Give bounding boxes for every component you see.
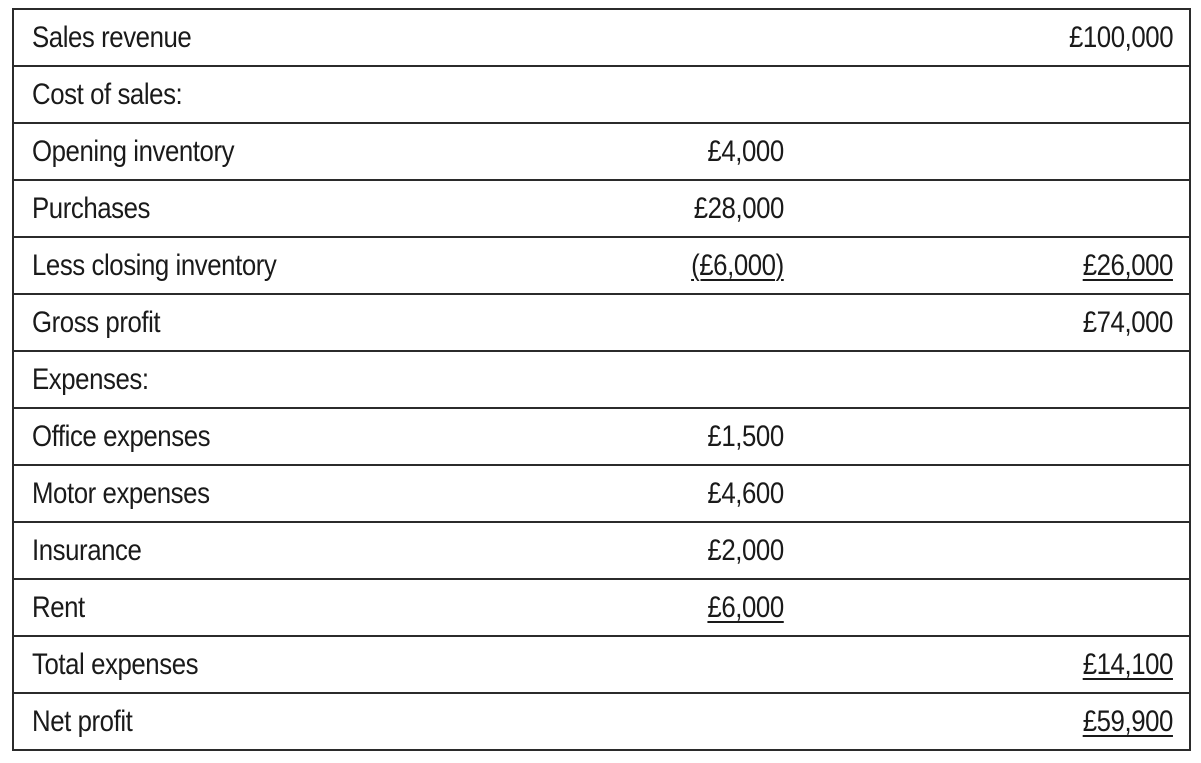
mid-column-value	[574, 21, 784, 55]
row-label-text: Cost of sales:	[32, 77, 183, 111]
mid-column-value	[574, 78, 784, 112]
table-row-sales-revenue	[14, 10, 1189, 65]
row-label	[14, 363, 574, 397]
mid-column-value	[574, 534, 784, 568]
right-column-text: £74,000	[1082, 305, 1173, 339]
right-column-text: £26,000	[1082, 248, 1173, 282]
row-label-text: Office expenses	[32, 419, 211, 453]
table-row-gross-profit	[14, 293, 1189, 350]
row-label-text: Opening inventory	[32, 134, 235, 168]
table-row-less-closing-inventory	[14, 236, 1189, 293]
row-label-text: Purchases	[32, 191, 151, 225]
right-column-value	[784, 306, 1189, 340]
table-row-insurance	[14, 521, 1189, 578]
mid-column-value	[574, 192, 784, 226]
mid-column-value	[574, 705, 784, 739]
row-label	[14, 192, 574, 226]
row-label-text: Motor expenses	[32, 476, 210, 510]
table-row-purchases	[14, 179, 1189, 236]
row-label	[14, 705, 574, 739]
mid-column-value	[574, 591, 784, 625]
row-label-text: Gross profit	[32, 305, 161, 339]
right-column-value	[784, 135, 1189, 169]
right-column-text: £14,100	[1082, 647, 1173, 681]
row-label	[14, 21, 574, 55]
mid-column-value	[574, 477, 784, 511]
row-label-text: Rent	[32, 590, 85, 624]
mid-column-text: £6,000	[707, 590, 784, 624]
right-column-text: £59,900	[1082, 704, 1173, 738]
row-label-text: Expenses:	[32, 362, 149, 396]
right-column-value	[784, 192, 1189, 226]
right-column-value	[784, 363, 1189, 397]
mid-column-text: £2,000	[707, 533, 784, 567]
row-label-text: Insurance	[32, 533, 142, 567]
mid-column-text: £4,600	[707, 476, 784, 510]
row-label	[14, 249, 574, 283]
row-label	[14, 591, 574, 625]
row-label	[14, 420, 574, 454]
row-label	[14, 78, 574, 112]
row-label	[14, 477, 574, 511]
table-row-net-profit	[14, 692, 1189, 749]
table-row-expenses-heading	[14, 350, 1189, 407]
row-label-text: Net profit	[32, 704, 133, 738]
right-column-value	[784, 591, 1189, 625]
right-column-value	[784, 705, 1189, 739]
right-column-value	[784, 477, 1189, 511]
right-column-value	[784, 78, 1189, 112]
table-row-office-expenses	[14, 407, 1189, 464]
right-column-value	[784, 249, 1189, 283]
right-column-value	[784, 648, 1189, 682]
table-row-opening-inventory	[14, 122, 1189, 179]
mid-column-text: £28,000	[693, 191, 784, 225]
mid-column-text: £1,500	[707, 419, 784, 453]
right-column-value	[784, 420, 1189, 454]
mid-column-value	[574, 249, 784, 283]
mid-column-value	[574, 306, 784, 340]
right-column-value	[784, 21, 1189, 55]
table-row-cost-of-sales-heading	[14, 65, 1189, 122]
profit-and-loss-table	[12, 8, 1191, 751]
table-row-motor-expenses	[14, 464, 1189, 521]
row-label	[14, 648, 574, 682]
mid-column-value	[574, 363, 784, 397]
row-label-text: Total expenses	[32, 647, 199, 681]
mid-column-value	[574, 420, 784, 454]
mid-column-text: £4,000	[707, 134, 784, 168]
row-label	[14, 534, 574, 568]
row-label	[14, 135, 574, 169]
table-row-rent	[14, 578, 1189, 635]
right-column-value	[784, 534, 1189, 568]
row-label-text: Sales revenue	[32, 20, 192, 54]
row-label-text: Less closing inventory	[32, 248, 277, 282]
mid-column-value	[574, 135, 784, 169]
table-row-total-expenses	[14, 635, 1189, 692]
mid-column-value	[574, 648, 784, 682]
mid-column-text: (£6,000)	[691, 248, 784, 282]
row-label	[14, 306, 574, 340]
right-column-text: £100,000	[1068, 20, 1173, 54]
